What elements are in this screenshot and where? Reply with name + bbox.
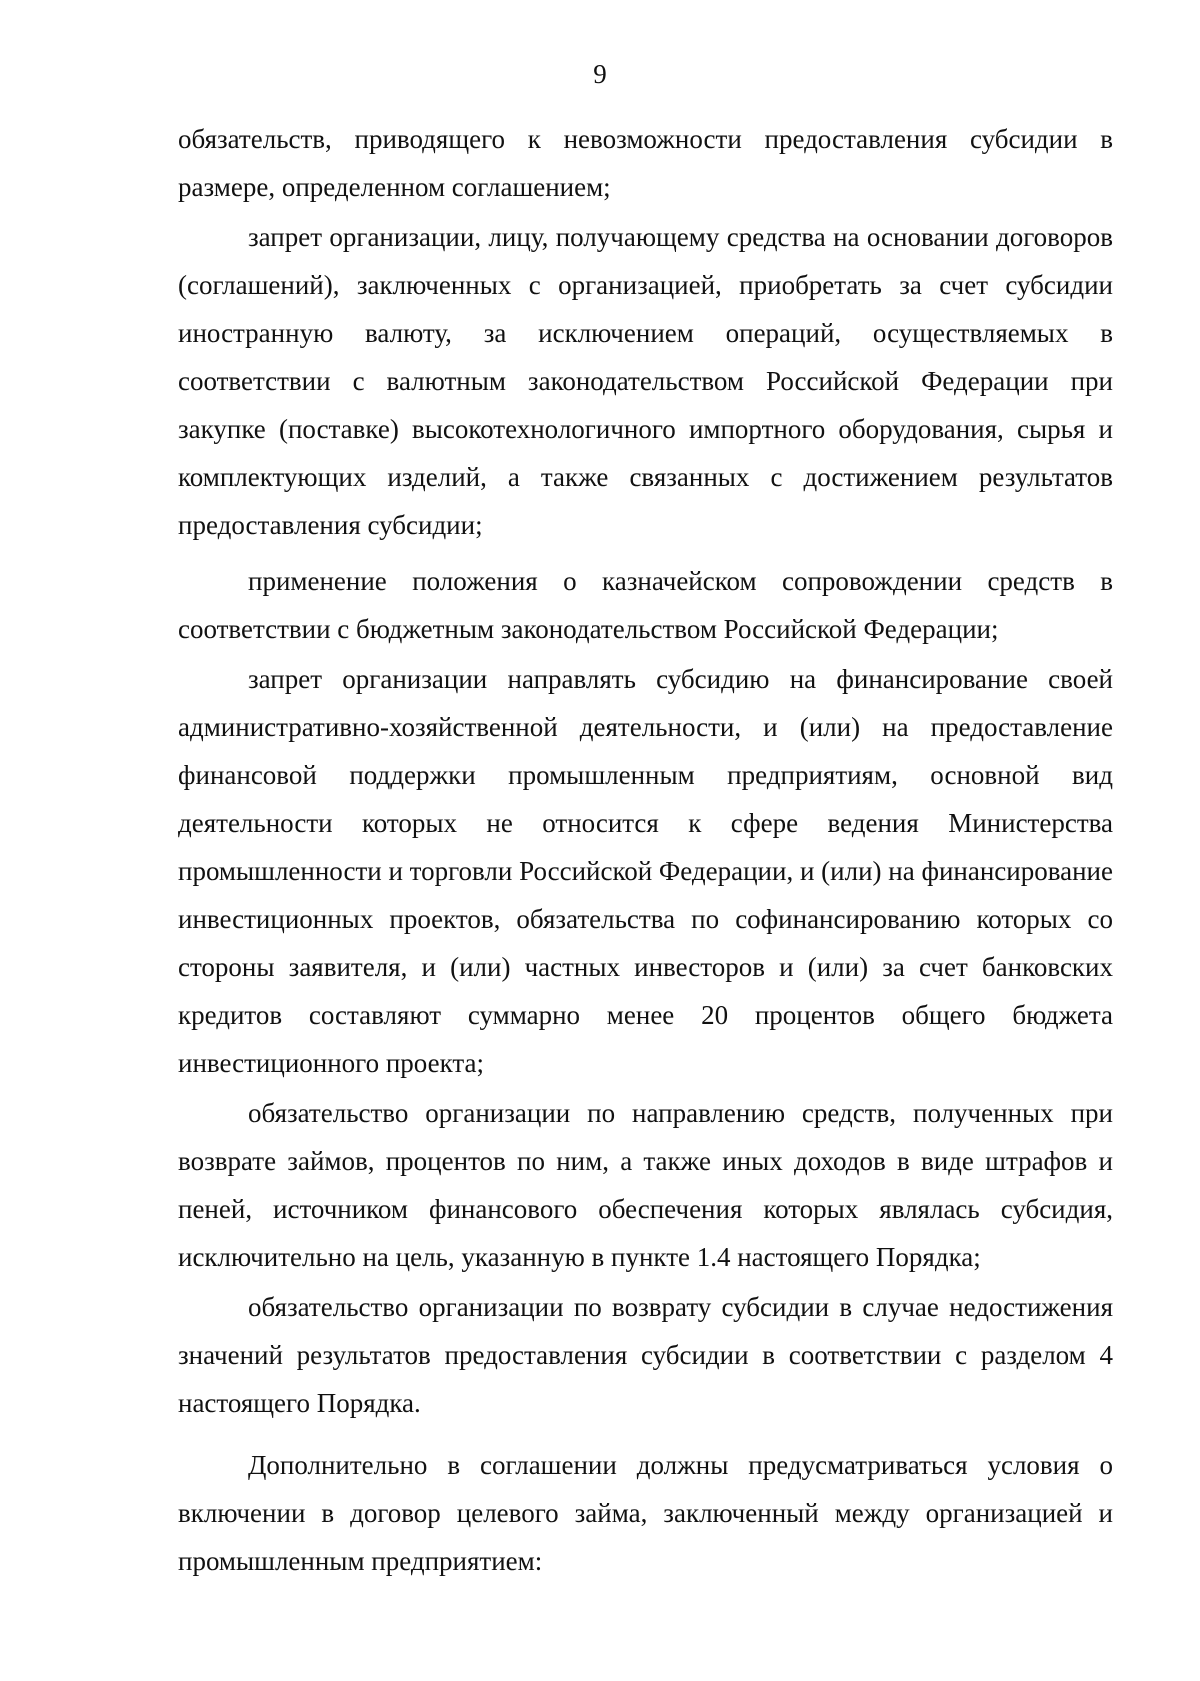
paragraph-subsidy-return: обязательство организации по возврату субсидии в случае недостижения значений результатов предоставления субсидии в соответствии с разделом 4 настоящего Порядка. <box>178 1292 1113 1418</box>
paragraph-loan-returns: обязательство организации по направлению средств, полученных при возврате займов, процентов по ним, а также иных доходов в виде штрафов и пеней, источником финансового обеспечения которых являлась субсидия, исключительно на цель, указанную в пункте 1.4 настоящего Порядка; <box>178 1098 1113 1272</box>
paragraph-funding-restrictions: запрет организации направлять субсидию на финансирование своей административно-хозяйственной деятельности, и (или) на предоставление финансовой поддержки промышленным предприятиям, основной вид деятельности которых не относится к сфере ведения Министерства промышленности и торговли Российской Федерации, и (или) на финансирование инвестиционных проектов, обязательства по софинансированию которых со стороны заявителя, и (или) частных инвесторов и (или) за счет банковских кредитов составляют суммарно менее 20 процентов общего бюджета инвестиционного проекта; <box>178 664 1113 1078</box>
paragraph-treasury-support: применение положения о казначейском сопровождении средств в соответствии с бюджетным законодательством Российской Федерации; <box>178 566 1113 644</box>
body-text <box>178 115 1113 1585</box>
paragraph-continuation: обязательств, приводящего к невозможности предоставления субсидии в размере, определенном соглашением; <box>178 124 1113 202</box>
paragraph-additional-conditions: Дополнительно в соглашении должны предусматриваться условия о включении в договор целевого займа, заключенный между организацией и промышленным предприятием: <box>178 1450 1113 1576</box>
page-number: 9 <box>593 59 607 89</box>
paragraph-currency-ban: запрет организации, лицу, получающему средства на основании договоров (соглашений), заключенных с организацией, приобретать за счет субсидии иностранную валюту, за исключением операций, осуществляемых в соответствии с валютным законодательством Российской Федерации при закупке (поставке) высокотехнологичного импортного оборудования, сырья и комплектующих изделий, а также связанных с достижением результатов предоставления субсидии; <box>178 222 1113 540</box>
